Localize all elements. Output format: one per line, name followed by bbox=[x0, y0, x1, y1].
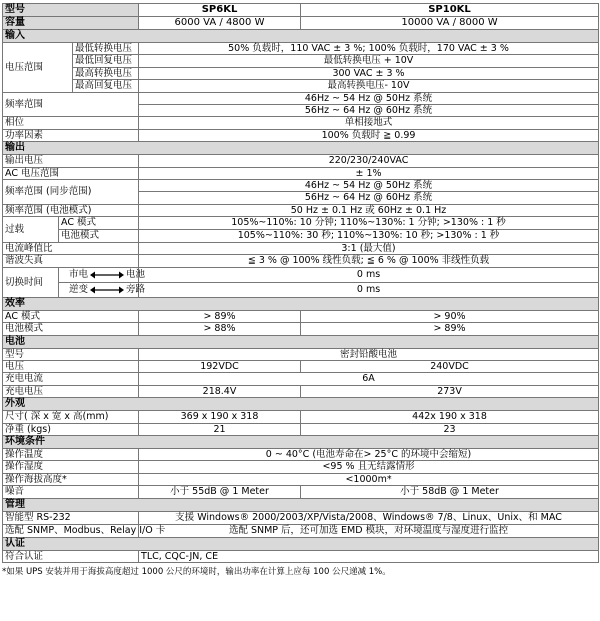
section-physical bbox=[3, 398, 599, 411]
batt-type-row bbox=[3, 348, 599, 360]
temp-value: 0 ~ 40°C (电池寿命在> 25°C 的环境中会缩短) bbox=[139, 448, 599, 460]
spec-table bbox=[2, 3, 599, 563]
charge-voltage-a: 218.4V bbox=[139, 385, 301, 397]
overload-batt-label: 电池模式 bbox=[59, 230, 139, 243]
section-efficiency-title: 效率 bbox=[3, 297, 599, 310]
section-efficiency bbox=[3, 297, 599, 310]
charge-voltage-row bbox=[3, 385, 599, 397]
model-row bbox=[3, 4, 599, 17]
overload-ac-value: 105%~110%: 10 分钟; 110%~130%: 1 分钟; >130% : 1 秒 bbox=[139, 217, 599, 230]
section-environment-title: 环境条件 bbox=[3, 435, 599, 448]
out-freq-sync-label: 频率范围 (同步范围) bbox=[3, 179, 139, 204]
input-voltage-row-2 bbox=[3, 55, 599, 67]
eff-ac-a: > 89% bbox=[139, 310, 301, 322]
thd-label: 谐波失真 bbox=[3, 255, 139, 267]
eff-ac-b: > 90% bbox=[301, 310, 599, 322]
dim-b: 442x 190 x 318 bbox=[301, 411, 599, 423]
transfer-1-left: 市电 bbox=[69, 269, 89, 281]
overload-label: 过载 bbox=[3, 217, 59, 243]
transfer-1-right: 电池 bbox=[126, 269, 146, 281]
row-label: 最高转换电压 bbox=[73, 67, 139, 79]
weight-a: 21 bbox=[139, 423, 301, 435]
out-freq-50: 46Hz ~ 54 Hz @ 50Hz 系统 bbox=[139, 179, 599, 191]
cert-label: 符合认证 bbox=[3, 550, 139, 562]
weight-b: 23 bbox=[301, 423, 599, 435]
transfer-1-cell bbox=[59, 267, 146, 282]
transfer-row-1 bbox=[3, 267, 599, 282]
row-value: 最低转换电压 + 10V bbox=[139, 55, 599, 67]
phase-row bbox=[3, 117, 599, 129]
charge-voltage-label: 充电电压 bbox=[3, 385, 139, 397]
charge-voltage-b: 273V bbox=[301, 385, 599, 397]
footnote: *如果 UPS 安装并用于海拔高度超过 1000 公尺的环境时，输出功率在计算上应每 100 公尺递减 1%。 bbox=[2, 566, 391, 577]
eff-batt-b: > 89% bbox=[301, 323, 599, 335]
batt-voltage-a: 192VDC bbox=[139, 361, 301, 373]
dim-row bbox=[3, 411, 599, 423]
crest-row bbox=[3, 243, 599, 255]
rs232-row bbox=[3, 511, 599, 524]
overload-batt-value: 105%~110%: 30 秒; 110%~130%: 10 秒; >130% : 1 秒 bbox=[139, 230, 599, 243]
noise-a: 小于 55dB @ 1 Meter bbox=[139, 486, 301, 498]
overload-row-2 bbox=[3, 230, 599, 243]
section-battery bbox=[3, 335, 599, 348]
row-value: 300 VAC ± 3 % bbox=[139, 67, 599, 79]
altitude-label: 操作海拔高度* bbox=[3, 473, 139, 485]
double-arrow-icon bbox=[90, 285, 124, 295]
input-freq-row-1 bbox=[3, 92, 599, 104]
charge-current-label: 充电电流 bbox=[3, 373, 139, 385]
transfer-2-right: 旁路 bbox=[126, 284, 146, 296]
batt-voltage-row bbox=[3, 361, 599, 373]
input-voltage-row-4 bbox=[3, 80, 599, 92]
section-certification bbox=[3, 537, 599, 550]
batt-type-value: 密封铅酸电池 bbox=[139, 348, 599, 360]
pf-row bbox=[3, 129, 599, 141]
eff-ac-label: AC 模式 bbox=[3, 310, 139, 322]
thd-row bbox=[3, 255, 599, 267]
phase-label: 相位 bbox=[3, 117, 139, 129]
transfer-1-value: 0 ms bbox=[139, 267, 599, 282]
input-freq-60: 56Hz ~ 64 Hz @ 60Hz 系统 bbox=[139, 104, 599, 116]
altitude-value: <1000m* bbox=[139, 473, 599, 485]
out-voltage-value: 220/230/240VAC bbox=[139, 155, 599, 167]
capacity-b: 10000 VA / 8000 W bbox=[301, 17, 599, 30]
cert-value: TLC, CQC-JN, CE bbox=[139, 550, 599, 562]
double-arrow-icon bbox=[90, 270, 124, 280]
eff-batt-a: > 88% bbox=[139, 323, 301, 335]
charge-current-value: 6A bbox=[139, 373, 599, 385]
capacity-row bbox=[3, 17, 599, 30]
crest-value: 3:1 (最大值) bbox=[139, 243, 599, 255]
capacity-a: 6000 VA / 4800 W bbox=[139, 17, 301, 30]
overload-row-1 bbox=[3, 217, 599, 230]
pf-label: 功率因素 bbox=[3, 129, 139, 141]
altitude-row bbox=[3, 473, 599, 485]
weight-label: 净重 (kgs) bbox=[3, 423, 139, 435]
thd-value: ≦ 3 % @ 100% 线性负载; ≦ 6 % @ 100% 非线性负载 bbox=[139, 255, 599, 267]
section-output bbox=[3, 142, 599, 155]
section-input-title: 输入 bbox=[3, 30, 599, 43]
rs232-label: 智能型 RS-232 bbox=[3, 511, 139, 524]
dim-a: 369 x 190 x 318 bbox=[139, 411, 301, 423]
freq-batt-row bbox=[3, 204, 599, 216]
charge-current-row bbox=[3, 373, 599, 385]
freq-batt-label: 频率范围 (电池模式) bbox=[3, 204, 139, 216]
out-voltage-label: 输出电压 bbox=[3, 155, 139, 167]
row-value: 50% 负载时，110 VAC ± 3 %; 100% 负载时，170 VAC ± 3 % bbox=[139, 43, 599, 55]
model-label: 型号 bbox=[3, 4, 139, 17]
section-management bbox=[3, 498, 599, 511]
phase-value: 单相接地式 bbox=[139, 117, 599, 129]
out-voltage-row bbox=[3, 155, 599, 167]
transfer-2-value: 0 ms bbox=[139, 282, 599, 297]
overload-ac-label: AC 模式 bbox=[59, 217, 139, 230]
input-voltage-row-1 bbox=[3, 43, 599, 55]
transfer-2-diagram bbox=[69, 284, 145, 295]
input-freq-label: 频率范围 bbox=[3, 92, 139, 117]
ac-range-value: ± 1% bbox=[139, 167, 599, 179]
section-environment bbox=[3, 435, 599, 448]
out-freq-row-1 bbox=[3, 179, 599, 191]
transfer-row-2 bbox=[3, 282, 599, 297]
ac-range-row bbox=[3, 167, 599, 179]
transfer-2-cell bbox=[59, 282, 146, 297]
section-management-title: 管理 bbox=[3, 498, 599, 511]
weight-row bbox=[3, 423, 599, 435]
eff-ac-row bbox=[3, 310, 599, 322]
capacity-label: 容量 bbox=[3, 17, 139, 30]
batt-type-label: 型号 bbox=[3, 348, 139, 360]
input-voltage-row-3 bbox=[3, 67, 599, 79]
humidity-label: 操作湿度 bbox=[3, 461, 139, 473]
section-battery-title: 电池 bbox=[3, 335, 599, 348]
eff-batt-label: 电池模式 bbox=[3, 323, 139, 335]
batt-voltage-b: 240VDC bbox=[301, 361, 599, 373]
eff-batt-row bbox=[3, 323, 599, 335]
model-b: SP10KL bbox=[301, 4, 599, 17]
model-a: SP6KL bbox=[139, 4, 301, 17]
snmp-row bbox=[3, 524, 599, 537]
out-freq-60: 56Hz ~ 64 Hz @ 60Hz 系统 bbox=[139, 192, 599, 204]
row-label: 最低回复电压 bbox=[73, 55, 139, 67]
section-input bbox=[3, 30, 599, 43]
humidity-row bbox=[3, 461, 599, 473]
section-physical-title: 外观 bbox=[3, 398, 599, 411]
snmp-label: 选配 SNMP、Modbus、Relay I/O 卡 bbox=[3, 524, 139, 537]
row-value: 最高转换电压- 10V bbox=[139, 80, 599, 92]
noise-label: 噪音 bbox=[3, 486, 139, 498]
crest-label: 电流峰值比 bbox=[3, 243, 139, 255]
rs232-value: 支援 Windows® 2000/2003/XP/Vista/2008、Windows® 7/8、Linux、Unix、和 MAC bbox=[139, 511, 599, 524]
humidity-value: <95 % 且无结露情形 bbox=[139, 461, 599, 473]
voltage-range-label: 电压范围 bbox=[3, 43, 73, 93]
cert-row bbox=[3, 550, 599, 562]
row-label: 最高回复电压 bbox=[73, 80, 139, 92]
row-label: 最低转换电压 bbox=[73, 43, 139, 55]
transfer-label: 切换时间 bbox=[3, 267, 59, 297]
input-freq-50: 46Hz ~ 54 Hz @ 50Hz 系统 bbox=[139, 92, 599, 104]
snmp-value: 选配 SNMP 后，还可加选 EMD 模块，对环境温度与湿度进行监控 bbox=[139, 524, 599, 537]
section-output-title: 输出 bbox=[3, 142, 599, 155]
freq-batt-value: 50 Hz ± 0.1 Hz 或 60Hz ± 0.1 Hz bbox=[139, 204, 599, 216]
transfer-2-left: 逆变 bbox=[69, 284, 89, 296]
noise-b: 小于 58dB @ 1 Meter bbox=[301, 486, 599, 498]
temp-row bbox=[3, 448, 599, 460]
temp-label: 操作温度 bbox=[3, 448, 139, 460]
transfer-1-diagram bbox=[69, 269, 145, 280]
batt-voltage-label: 电压 bbox=[3, 361, 139, 373]
ac-range-label: AC 电压范围 bbox=[3, 167, 139, 179]
dim-label: 尺寸( 深 x 宽 x 高(mm) bbox=[3, 411, 139, 423]
section-certification-title: 认证 bbox=[3, 537, 599, 550]
noise-row bbox=[3, 486, 599, 498]
pf-value: 100% 负载时 ≧ 0.99 bbox=[139, 129, 599, 141]
